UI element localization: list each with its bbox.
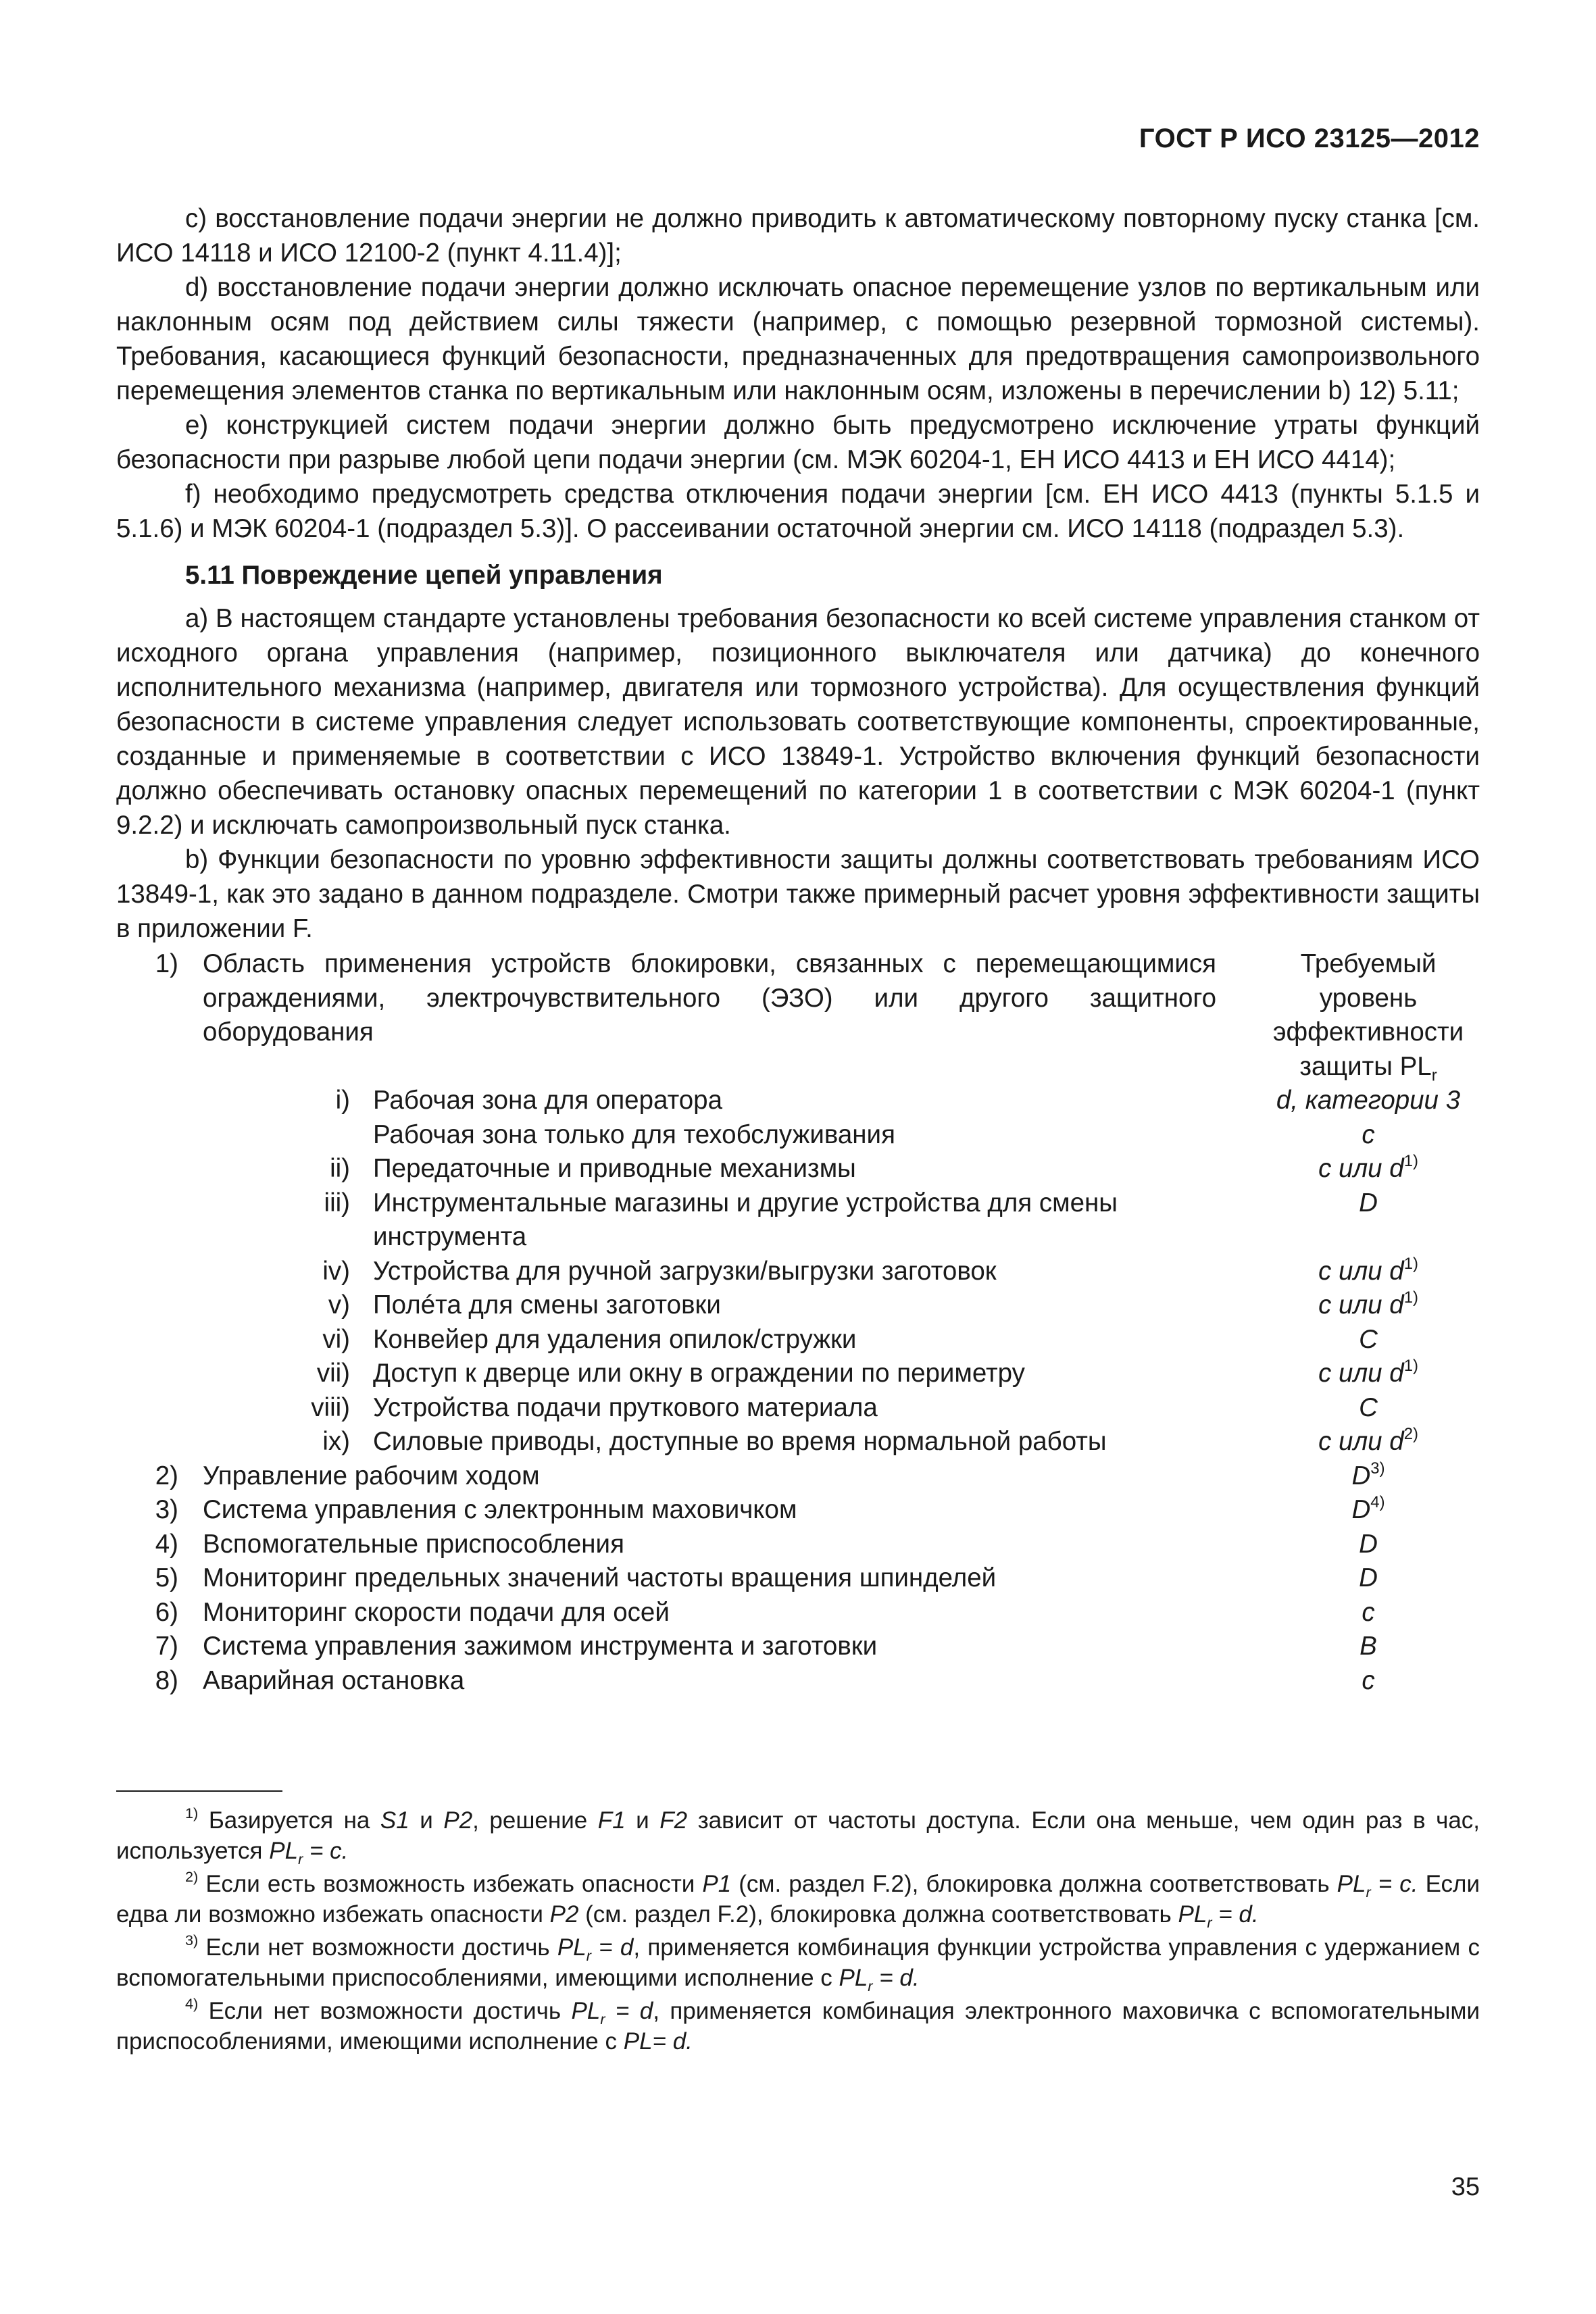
subitem-text: Рабочая зона для оператора: [373, 1086, 723, 1115]
item-number: 6): [155, 1597, 178, 1627]
subitem-number: iii): [324, 1188, 350, 1217]
level-header-line-2: уровень: [1319, 983, 1418, 1013]
paragraph-c: c) восстановление подачи энергии не должно приводить к автоматическому повторному пуску станка [см. ИСО 14118 и ИСО 12100-2 (пункт 4.11.4)];: [116, 204, 1480, 268]
table-header-row: [116, 947, 1480, 1084]
paragraph-e: e) конструкцией систем подачи энергии должно быть предусмотрено исключение утраты функций безопасности при разрыве любой цепи подачи энергии (см. МЭК 60204-1, ЕН ИСО 4413 и ЕН ИСО 4414);: [116, 411, 1480, 474]
table-header-text: Область применения устройств блокировки, связанных с перемещающимися ограждениями, электрочувствительного (ЭЗО) или другого защитного оборудования: [203, 949, 1216, 1047]
required-level: c или $d^{2)}$: [1318, 1425, 1418, 1456]
required-level: D: [1359, 1188, 1378, 1217]
item-text: Мониторинг скорости подачи для осей: [203, 1597, 670, 1627]
item-number: 4): [155, 1529, 178, 1559]
section-paragraph-a: a) В настоящем стандарте установлены требования безопасности ко всей системе управления станком от исходного органа управления (например, позиционного выключателя или датчика) до конечного исполнительного механизма (например, двигателя или тормозного устройства). Для осуществления функций безопасности в системе управления следует использовать соответствующие компоненты, спроектированные, созданные и применяемые в соответствии с ИСО 13849-1. Устройство включения функций безопасности должно обеспечивать остановку опасных перемещений по категории 1 в соответствии с МЭК 60204-1 (пункт 9.2.2) и исключать самопроизвольный пуск станка.: [116, 604, 1480, 840]
table-item-row: [116, 1664, 1480, 1699]
required-level: C: [1359, 1392, 1378, 1422]
required-level: C: [1359, 1324, 1378, 1354]
item-number: 8): [155, 1665, 178, 1695]
subitem-text: Устройства подачи пруткового материала: [373, 1392, 878, 1422]
table-item-row: [116, 1528, 1480, 1562]
table-subitem-row: [116, 1323, 1480, 1357]
subitem-number: [203, 1118, 350, 1153]
paragraph-d: d) восстановление подачи энергии должно исключать опасное перемещение узлов по вертикальным или наклонным осям под действием силы тяжести (например, с помощью резервной тормозной системы). Требования, касающиеся функций безопасности, предназначенных для предотвращения самопроизвольного перемещения элементов станка по вертикальным или наклонным осям, изложены в перечислении b) 12) 5.11;: [116, 273, 1480, 405]
table-subitem-row: [116, 1084, 1480, 1118]
item-number: 2): [155, 1461, 178, 1490]
subitem-number: vii): [316, 1359, 350, 1388]
footnote-4: $^{4)}$ Если нет возможности достичь $PL_r = d$, применяется комбинация электронного маховичка с вспомогательными приспособлениями, имеющими исполнение с PL= d.: [116, 1995, 1480, 2055]
table-subitem-row: [116, 1186, 1480, 1255]
table-subitem-row: [116, 1357, 1480, 1391]
footnote-3: $^{3)}$ Если нет возможности достичь $PL_r = d$, применяется комбинация функции устройства управления с удержанием с вспомогательными приспособлениями, имеющими исполнение с $PL_r = d$.: [116, 1932, 1480, 1994]
subitem-text: Устройства для ручной загрузки/выгрузки заготовок: [373, 1256, 997, 1286]
footnotes: [116, 1805, 1480, 2059]
table-item-row: [116, 1630, 1480, 1664]
item-text: Мониторинг предельных значений частоты вращения шпинделей: [203, 1563, 997, 1592]
table-header-number: 1): [155, 949, 178, 978]
subitem-number: iv): [322, 1256, 350, 1286]
table-item-row: [116, 1596, 1480, 1630]
required-level: D: [1359, 1563, 1378, 1592]
subitem-text: Инструментальные магазины и другие устройства для смены инструмента: [373, 1188, 1118, 1251]
subitem-number: i): [335, 1086, 350, 1115]
subitem-text: Передаточные и приводные механизмы: [373, 1154, 856, 1183]
required-level: c: [1362, 1120, 1375, 1149]
item-text: Система управления с электронным маховичком: [203, 1495, 797, 1524]
required-level: B: [1360, 1632, 1377, 1661]
requirements-table: [116, 947, 1480, 1698]
table-item-row: [116, 1561, 1480, 1596]
table-subitem-row: [116, 1118, 1480, 1153]
subitem-text: Рабочая зона только для техобслуживания: [373, 1120, 895, 1149]
subitem-text: Силовые приводы, доступные во время нормальной работы: [373, 1427, 1107, 1456]
page-number: 35: [1451, 2173, 1480, 2201]
required-level: D: [1359, 1529, 1378, 1559]
required-level: c или $d^{1)}$: [1318, 1357, 1418, 1388]
item-text: Вспомогательные приспособления: [203, 1529, 624, 1559]
table-subitem-row: [116, 1425, 1480, 1459]
level-header-line-1: Требуемый: [1300, 949, 1437, 978]
item-text: Система управления зажимом инструмента и заготовки: [203, 1632, 878, 1661]
subitem-number: ix): [322, 1427, 350, 1456]
required-level: $D^{4)}$: [1351, 1493, 1385, 1524]
level-header-line-4: защиты $PL_r$: [1299, 1051, 1437, 1085]
subitem-text: Конвейер для удаления опилок/стружки: [373, 1324, 857, 1354]
subitem-number: vi): [322, 1324, 350, 1354]
subitem-number: viii): [311, 1392, 350, 1422]
required-level: c или $d^{1)}$: [1318, 1152, 1418, 1183]
subitem-text: Полéта для смены заготовки: [373, 1290, 721, 1319]
item-number: 5): [155, 1563, 178, 1592]
document-body: [116, 201, 1480, 1698]
table-item-row: [116, 1459, 1480, 1494]
standard-header: ГОСТ Р ИСО 23125—2012: [1139, 124, 1480, 153]
table-item-row: [116, 1493, 1480, 1528]
required-level: d, категории 3: [1276, 1086, 1461, 1115]
required-level: $D^{3)}$: [1351, 1459, 1385, 1490]
table-subitem-row: [116, 1288, 1480, 1323]
level-header-line-3: эффективности: [1272, 1017, 1464, 1047]
subitem-number: v): [328, 1290, 350, 1319]
footnote-separator: [116, 1790, 282, 1792]
required-level: c или $d^{1)}$: [1318, 1254, 1418, 1286]
required-level: c или $d^{1)}$: [1318, 1288, 1418, 1319]
section-paragraph-b: b) Функции безопасности по уровню эффективности защиты должны соответствовать требованиям ИСО 13849-1, как это задано в данном подразделе. Смотри также примерный расчет уровня эффективности защиты в приложении F.: [116, 845, 1480, 943]
item-number: 7): [155, 1632, 178, 1661]
subitem-number: ii): [330, 1154, 350, 1183]
table-subitem-row: [116, 1391, 1480, 1426]
footnote-2: $^{2)}$ Если есть возможность избежать опасности P1 (см. раздел F.2), блокировка должна соответствовать $PL_r = c$. Если едва ли возможно избежать опасности P2 (см. раздел F.2), блокировка должна соответствовать $PL_r = d$.: [116, 1868, 1480, 1931]
footnote-1: $^{1)}$ Базируется на S1 и P2, решение F1 и F2 зависит от частоты доступа. Если она меньше, чем один раз в час, используется $PL_r = c$.: [116, 1805, 1480, 1867]
item-text: Управление рабочим ходом: [203, 1461, 540, 1490]
item-text: Аварийная остановка: [203, 1665, 465, 1695]
section-heading: 5.11 Повреждение цепей управления: [185, 561, 663, 590]
paragraph-f: f) необходимо предусмотреть средства отключения подачи энергии [см. ЕН ИСО 4413 (пункты 5.1.5 и 5.1.6) и МЭК 60204-1 (подраздел 5.3)]. О рассеивании остаточной энергии см. ИСО 14118 (подраздел 5.3).: [116, 480, 1480, 543]
table-header-level: [1257, 947, 1480, 1084]
subitem-text: Доступ к дверце или окну в ограждении по периметру: [373, 1359, 1025, 1388]
table-subitem-row: [116, 1152, 1480, 1186]
required-level: c: [1362, 1665, 1375, 1695]
required-level: c: [1362, 1597, 1375, 1627]
item-number: 3): [155, 1495, 178, 1524]
table-subitem-row: [116, 1255, 1480, 1289]
